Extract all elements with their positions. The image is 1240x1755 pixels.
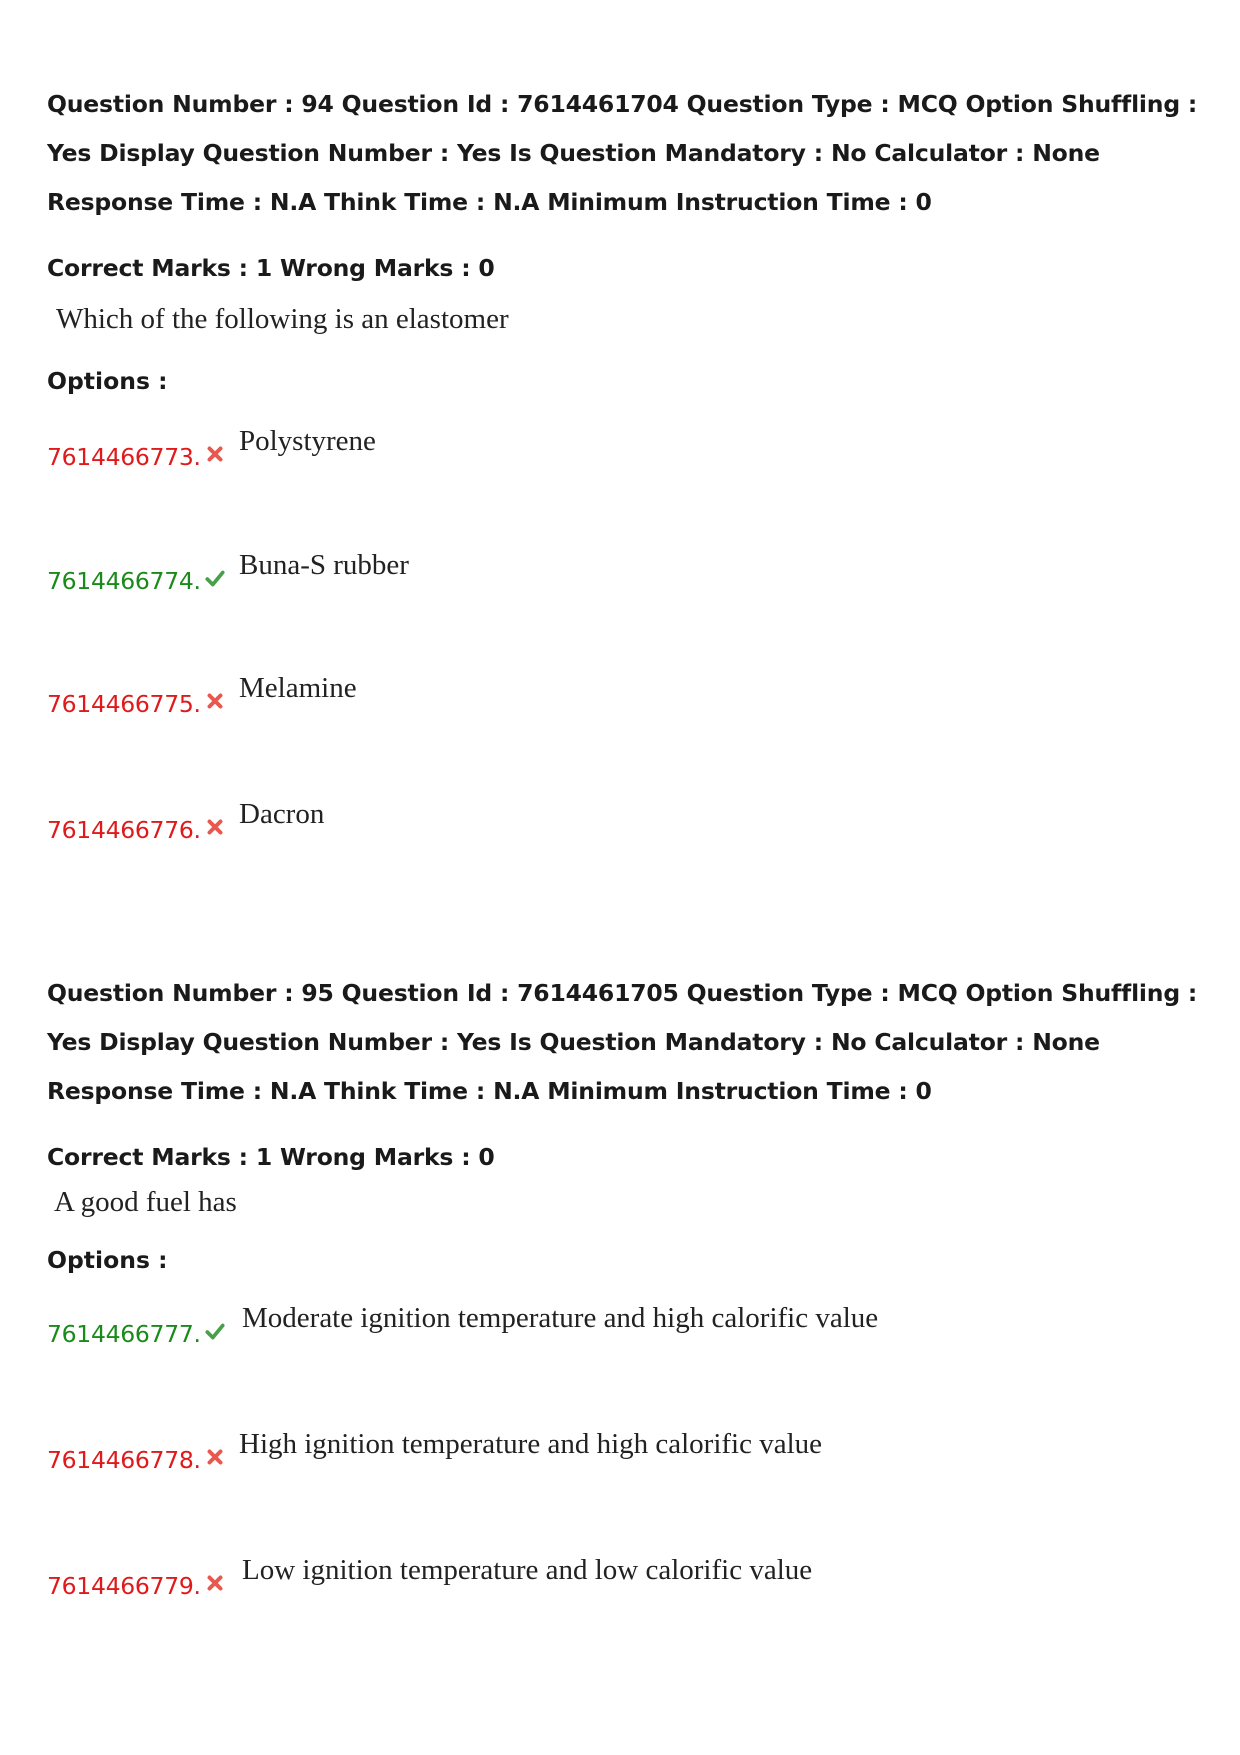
options-label: Options : [47,1246,168,1274]
check-icon [204,567,226,589]
option-text: Low ignition temperature and low calorific value [242,1554,813,1586]
option-id: 7614466775. [47,690,201,718]
option-id: 7614466773. [47,443,201,471]
question-marks: Correct Marks : 1 Wrong Marks : 0 [47,1143,495,1171]
cross-icon [204,816,226,838]
cross-icon [204,1446,226,1468]
question-meta: Question Number : 94 Question Id : 7614461704 Question Type : MCQ Option Shuffling : Yes Display Question Number : Yes Is Question Mandatory : No Calculator : None Response Time : N.A Think Time : N.A Minimum Instruction Time : 0 [47,90,1198,216]
option-id: 7614466776. [47,816,201,844]
option-id: 7614466774. [47,567,201,595]
option-text: Moderate ignition temperature and high calorific value [242,1302,879,1334]
cross-icon [204,690,226,712]
cross-icon [204,443,226,465]
question-marks: Correct Marks : 1 Wrong Marks : 0 [47,254,495,282]
question-text: Which of the following is an elastomer [56,303,509,335]
options-label: Options : [47,367,168,395]
question-meta: Question Number : 95 Question Id : 7614461705 Question Type : MCQ Option Shuffling : Yes Display Question Number : Yes Is Question Mandatory : No Calculator : None Response Time : N.A Think Time : N.A Minimum Instruction Time : 0 [47,979,1198,1105]
check-icon [204,1320,226,1342]
option-text: Melamine [239,672,357,704]
option-text: Dacron [239,798,325,830]
option-id: 7614466777. [47,1320,201,1348]
question-text: A good fuel has [54,1186,237,1218]
option-text: High ignition temperature and high calorific value [239,1428,823,1460]
cross-icon [204,1572,226,1594]
option-id: 7614466779. [47,1572,201,1600]
option-id: 7614466778. [47,1446,201,1474]
option-text: Buna-S rubber [239,549,409,581]
option-text: Polystyrene [239,425,376,457]
